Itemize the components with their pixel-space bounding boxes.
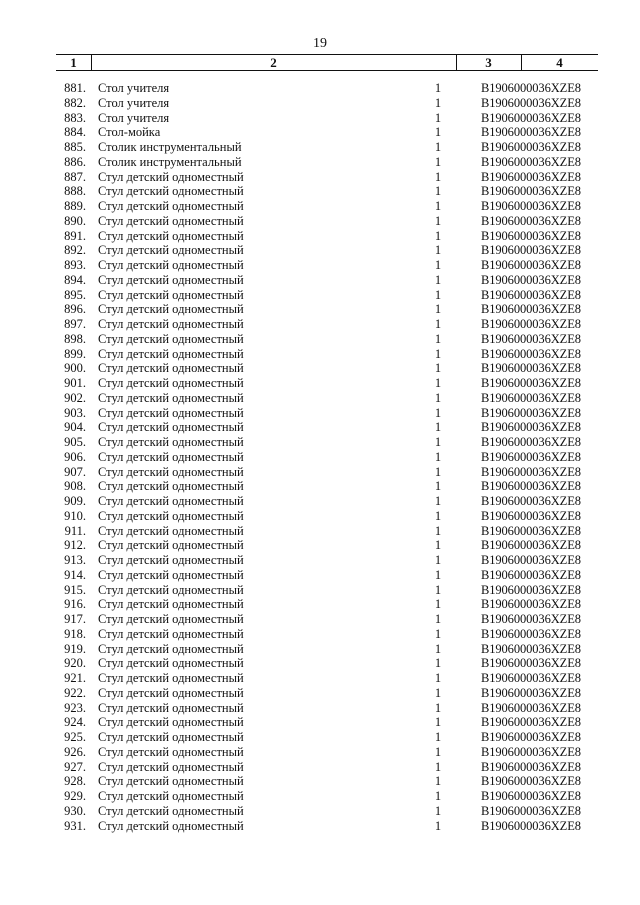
- item-code: B1906000036XZE8: [481, 744, 581, 759]
- table-row: [56, 730, 598, 745]
- table-row: [56, 258, 598, 273]
- item-name: Стул детский одноместный: [98, 538, 244, 553]
- item-name: Столик инструментальный: [98, 154, 242, 169]
- row-number: 909.: [64, 494, 86, 508]
- row-number: 928.: [64, 774, 86, 789]
- row-number: 914.: [64, 567, 86, 582]
- header-col-2: 2: [270, 55, 277, 70]
- header-col-4: 4: [556, 55, 563, 70]
- item-quantity: 1: [434, 803, 442, 818]
- table-row: [56, 214, 598, 229]
- item-code: B1906000036XZE8: [481, 818, 581, 833]
- item-quantity: 1: [434, 494, 442, 508]
- item-name: Стул детский одноместный: [98, 228, 244, 243]
- item-quantity: 1: [434, 700, 442, 715]
- item-name: Стул детский одноместный: [98, 803, 244, 818]
- table-row: [56, 170, 598, 185]
- item-quantity: 1: [434, 331, 442, 346]
- item-code: B1906000036XZE8: [481, 582, 581, 597]
- item-code: B1906000036XZE8: [481, 420, 581, 435]
- header-col-3: 3: [485, 55, 492, 70]
- table-row: [56, 125, 598, 140]
- item-code: B1906000036XZE8: [481, 125, 581, 140]
- item-name: Стул детский одноместный: [98, 744, 244, 759]
- row-number: 897.: [64, 317, 86, 331]
- item-quantity: 1: [434, 479, 442, 494]
- item-name: Стул детский одноместный: [98, 287, 244, 302]
- item-quantity: 1: [434, 390, 442, 405]
- table-row: [56, 686, 598, 701]
- row-number: 907.: [64, 464, 86, 479]
- row-number: 930.: [64, 803, 86, 818]
- item-quantity: 1: [434, 420, 442, 435]
- item-quantity: 1: [434, 759, 442, 774]
- table-row: [56, 671, 598, 686]
- item-name: Стул детский одноместный: [98, 700, 244, 715]
- item-code: B1906000036XZE8: [481, 154, 581, 169]
- item-quantity: 1: [434, 346, 442, 361]
- item-name: Стул детский одноместный: [98, 597, 244, 612]
- table-row: [56, 317, 598, 332]
- item-quantity: 1: [434, 612, 442, 626]
- item-code: B1906000036XZE8: [481, 317, 581, 331]
- item-code: B1906000036XZE8: [481, 287, 581, 302]
- item-code: B1906000036XZE8: [481, 553, 581, 567]
- item-code: B1906000036XZE8: [481, 110, 581, 125]
- item-name: Стул детский одноместный: [98, 641, 244, 656]
- item-name: Стул детский одноместный: [98, 346, 244, 361]
- item-code: B1906000036XZE8: [481, 346, 581, 361]
- table-row: [56, 332, 598, 347]
- row-number: 918.: [64, 626, 86, 641]
- item-name: Стул детский одноместный: [98, 818, 244, 833]
- row-number: 921.: [64, 671, 86, 685]
- item-code: B1906000036XZE8: [481, 435, 581, 449]
- table-row: [56, 435, 598, 450]
- item-quantity: 1: [434, 258, 442, 272]
- item-quantity: 1: [434, 449, 442, 464]
- row-number: 885.: [64, 140, 86, 154]
- table-row: [56, 229, 598, 244]
- item-code: B1906000036XZE8: [481, 331, 581, 346]
- item-code: B1906000036XZE8: [481, 494, 581, 508]
- item-code: B1906000036XZE8: [481, 464, 581, 479]
- item-code: B1906000036XZE8: [481, 789, 581, 803]
- item-name: Стул детский одноместный: [98, 464, 244, 479]
- item-quantity: 1: [434, 302, 442, 317]
- item-name: Стул детский одноместный: [98, 405, 244, 420]
- item-code: B1906000036XZE8: [481, 390, 581, 405]
- row-number: 881.: [64, 81, 86, 95]
- item-quantity: 1: [434, 789, 442, 803]
- item-name: Стул детский одноместный: [98, 774, 244, 789]
- item-quantity: 1: [434, 213, 442, 228]
- item-name: Стол учителя: [98, 81, 170, 95]
- item-quantity: 1: [434, 567, 442, 582]
- table-row: [56, 656, 598, 671]
- item-quantity: 1: [434, 744, 442, 759]
- item-code: B1906000036XZE8: [481, 538, 581, 553]
- row-number: 883.: [64, 110, 86, 125]
- item-name: Стул детский одноместный: [98, 449, 244, 464]
- row-number: 903.: [64, 405, 86, 420]
- row-number: 913.: [64, 553, 86, 567]
- row-number: 904.: [64, 420, 86, 435]
- item-code: B1906000036XZE8: [481, 213, 581, 228]
- row-number: 888.: [64, 184, 86, 199]
- item-name: Стул детский одноместный: [98, 435, 244, 449]
- table-row: [56, 509, 598, 524]
- item-quantity: 1: [434, 538, 442, 553]
- table-row: [56, 642, 598, 657]
- item-quantity: 1: [434, 317, 442, 331]
- row-number: 891.: [64, 228, 86, 243]
- item-quantity: 1: [434, 553, 442, 567]
- item-name: Стул детский одноместный: [98, 361, 244, 376]
- table-row: [56, 96, 598, 111]
- item-code: B1906000036XZE8: [481, 199, 581, 213]
- item-name: Стул детский одноместный: [98, 626, 244, 641]
- item-quantity: 1: [434, 715, 442, 730]
- item-quantity: 1: [434, 626, 442, 641]
- item-code: B1906000036XZE8: [481, 140, 581, 154]
- table-header: [56, 54, 598, 71]
- item-name: Стул детский одноместный: [98, 199, 244, 213]
- row-number: 911.: [64, 523, 86, 538]
- table-row: [56, 701, 598, 716]
- table-row: [56, 111, 598, 126]
- table-row: [56, 538, 598, 553]
- item-quantity: 1: [434, 464, 442, 479]
- table-row: [56, 568, 598, 583]
- item-code: B1906000036XZE8: [481, 169, 581, 184]
- item-code: B1906000036XZE8: [481, 671, 581, 685]
- row-number: 895.: [64, 287, 86, 302]
- item-code: B1906000036XZE8: [481, 302, 581, 317]
- row-number: 929.: [64, 789, 86, 803]
- table-row: [56, 243, 598, 258]
- item-name: Стул детский одноместный: [98, 390, 244, 405]
- table-row: [56, 774, 598, 789]
- row-number: 925.: [64, 730, 86, 744]
- item-name: Стул детский одноместный: [98, 612, 244, 626]
- table-row: [56, 465, 598, 480]
- table-body: [56, 81, 598, 833]
- item-quantity: 1: [434, 774, 442, 789]
- item-name: Стул детский одноместный: [98, 258, 244, 272]
- item-code: B1906000036XZE8: [481, 258, 581, 272]
- item-name: Стул детский одноместный: [98, 302, 244, 317]
- item-quantity: 1: [434, 184, 442, 199]
- table-row: [56, 450, 598, 465]
- table-row: [56, 302, 598, 317]
- row-number: 899.: [64, 346, 86, 361]
- item-name: Стул детский одноместный: [98, 730, 244, 744]
- row-number: 893.: [64, 258, 86, 272]
- item-name: Стул детский одноместный: [98, 671, 244, 685]
- table-row: [56, 376, 598, 391]
- item-name: Стул детский одноместный: [98, 582, 244, 597]
- table-row: [56, 597, 598, 612]
- row-number: 894.: [64, 272, 86, 287]
- item-quantity: 1: [434, 641, 442, 656]
- item-name: Стул детский одноместный: [98, 494, 244, 508]
- item-name: Стул детский одноместный: [98, 213, 244, 228]
- page-number: 19: [313, 36, 327, 51]
- item-code: B1906000036XZE8: [481, 184, 581, 199]
- item-quantity: 1: [434, 405, 442, 420]
- row-number: 886.: [64, 154, 86, 169]
- row-number: 917.: [64, 612, 86, 626]
- item-name: Стул детский одноместный: [98, 243, 244, 258]
- item-code: B1906000036XZE8: [481, 449, 581, 464]
- row-number: 910.: [64, 508, 86, 523]
- item-name: Стул детский одноместный: [98, 479, 244, 494]
- item-name: Стол учителя: [98, 95, 170, 110]
- item-quantity: 1: [434, 597, 442, 612]
- table-row: [56, 155, 598, 170]
- table-row: [56, 199, 598, 214]
- item-code: B1906000036XZE8: [481, 641, 581, 656]
- row-number: 901.: [64, 376, 86, 390]
- row-number: 923.: [64, 700, 86, 715]
- item-code: B1906000036XZE8: [481, 508, 581, 523]
- item-name: Стул детский одноместный: [98, 169, 244, 184]
- item-code: B1906000036XZE8: [481, 272, 581, 287]
- item-quantity: 1: [434, 361, 442, 376]
- table-row: [56, 273, 598, 288]
- item-code: B1906000036XZE8: [481, 479, 581, 494]
- item-name: Стул детский одноместный: [98, 331, 244, 346]
- item-quantity: 1: [434, 125, 442, 140]
- item-code: B1906000036XZE8: [481, 567, 581, 582]
- table-row: [56, 819, 598, 834]
- item-code: B1906000036XZE8: [481, 774, 581, 789]
- item-quantity: 1: [434, 656, 442, 671]
- item-quantity: 1: [434, 523, 442, 538]
- item-code: B1906000036XZE8: [481, 803, 581, 818]
- table-row: [56, 479, 598, 494]
- inventory-table: [56, 54, 598, 833]
- table-row: [56, 760, 598, 775]
- item-quantity: 1: [434, 110, 442, 125]
- item-code: B1906000036XZE8: [481, 228, 581, 243]
- item-code: B1906000036XZE8: [481, 626, 581, 641]
- row-number: 890.: [64, 213, 86, 228]
- item-code: B1906000036XZE8: [481, 361, 581, 376]
- header-col-1: 1: [70, 55, 77, 70]
- item-name: Столик инструментальный: [98, 140, 242, 154]
- item-quantity: 1: [434, 140, 442, 154]
- item-code: B1906000036XZE8: [481, 405, 581, 420]
- row-number: 884.: [64, 125, 86, 140]
- table-row: [56, 715, 598, 730]
- row-number: 892.: [64, 243, 86, 258]
- item-quantity: 1: [434, 169, 442, 184]
- row-number: 912.: [64, 538, 86, 553]
- item-quantity: 1: [434, 154, 442, 169]
- item-quantity: 1: [434, 81, 442, 95]
- row-number: 926.: [64, 744, 86, 759]
- item-quantity: 1: [434, 287, 442, 302]
- table-row: [56, 361, 598, 376]
- table-row: [56, 406, 598, 421]
- item-code: B1906000036XZE8: [481, 243, 581, 258]
- table-row: [56, 420, 598, 435]
- item-name: Стул детский одноместный: [98, 272, 244, 287]
- item-name: Стол-мойка: [98, 125, 161, 140]
- row-number: 924.: [64, 715, 86, 730]
- row-number: 916.: [64, 597, 86, 612]
- row-number: 887.: [64, 169, 86, 184]
- item-name: Стул детский одноместный: [98, 685, 244, 700]
- item-quantity: 1: [434, 376, 442, 390]
- table-row: [56, 81, 598, 96]
- item-quantity: 1: [434, 243, 442, 258]
- table-row: [56, 789, 598, 804]
- table-row: [56, 391, 598, 406]
- item-name: Стул детский одноместный: [98, 523, 244, 538]
- item-name: Стул детский одноместный: [98, 567, 244, 582]
- item-code: B1906000036XZE8: [481, 730, 581, 744]
- row-number: 882.: [64, 95, 86, 110]
- item-code: B1906000036XZE8: [481, 700, 581, 715]
- table-row: [56, 583, 598, 598]
- item-code: B1906000036XZE8: [481, 523, 581, 538]
- item-code: B1906000036XZE8: [481, 656, 581, 671]
- item-quantity: 1: [434, 671, 442, 685]
- item-quantity: 1: [434, 582, 442, 597]
- item-name: Стул детский одноместный: [98, 715, 244, 730]
- row-number: 908.: [64, 479, 86, 494]
- table-row: [56, 627, 598, 642]
- item-quantity: 1: [434, 272, 442, 287]
- item-quantity: 1: [434, 199, 442, 213]
- item-code: B1906000036XZE8: [481, 597, 581, 612]
- item-quantity: 1: [434, 508, 442, 523]
- table-row: [56, 745, 598, 760]
- item-quantity: 1: [434, 818, 442, 833]
- item-name: Стул детский одноместный: [98, 317, 244, 331]
- table-row: [56, 288, 598, 303]
- table-row: [56, 524, 598, 539]
- item-name: Стул детский одноместный: [98, 420, 244, 435]
- table-row: [56, 184, 598, 199]
- item-name: Стул детский одноместный: [98, 376, 244, 390]
- item-name: Стул детский одноместный: [98, 508, 244, 523]
- row-number: 900.: [64, 361, 86, 376]
- item-code: B1906000036XZE8: [481, 685, 581, 700]
- row-number: 915.: [64, 582, 86, 597]
- table-row: [56, 553, 598, 568]
- item-quantity: 1: [434, 228, 442, 243]
- item-code: B1906000036XZE8: [481, 715, 581, 730]
- item-code: B1906000036XZE8: [481, 376, 581, 390]
- item-name: Стул детский одноместный: [98, 553, 244, 567]
- item-code: B1906000036XZE8: [481, 81, 581, 95]
- item-quantity: 1: [434, 435, 442, 449]
- item-name: Стул детский одноместный: [98, 656, 244, 671]
- item-quantity: 1: [434, 730, 442, 744]
- item-name: Стул детский одноместный: [98, 789, 244, 803]
- row-number: 919.: [64, 641, 86, 656]
- row-number: 905.: [64, 435, 86, 449]
- row-number: 902.: [64, 390, 86, 405]
- table-row: [56, 347, 598, 362]
- item-name: Стол учителя: [98, 110, 170, 125]
- table-row: [56, 612, 598, 627]
- item-code: B1906000036XZE8: [481, 612, 581, 626]
- table-row: [56, 804, 598, 819]
- row-number: 927.: [64, 759, 86, 774]
- row-number: 922.: [64, 685, 86, 700]
- row-number: 889.: [64, 199, 86, 213]
- item-quantity: 1: [434, 685, 442, 700]
- row-number: 920.: [64, 656, 86, 671]
- item-code: B1906000036XZE8: [481, 759, 581, 774]
- item-name: Стул детский одноместный: [98, 184, 244, 199]
- table-row: [56, 494, 598, 509]
- row-number: 898.: [64, 331, 86, 346]
- item-quantity: 1: [434, 95, 442, 110]
- item-code: B1906000036XZE8: [481, 95, 581, 110]
- row-number: 931.: [64, 818, 86, 833]
- row-number: 906.: [64, 449, 86, 464]
- item-name: Стул детский одноместный: [98, 759, 244, 774]
- row-number: 896.: [64, 302, 86, 317]
- table-row: [56, 140, 598, 155]
